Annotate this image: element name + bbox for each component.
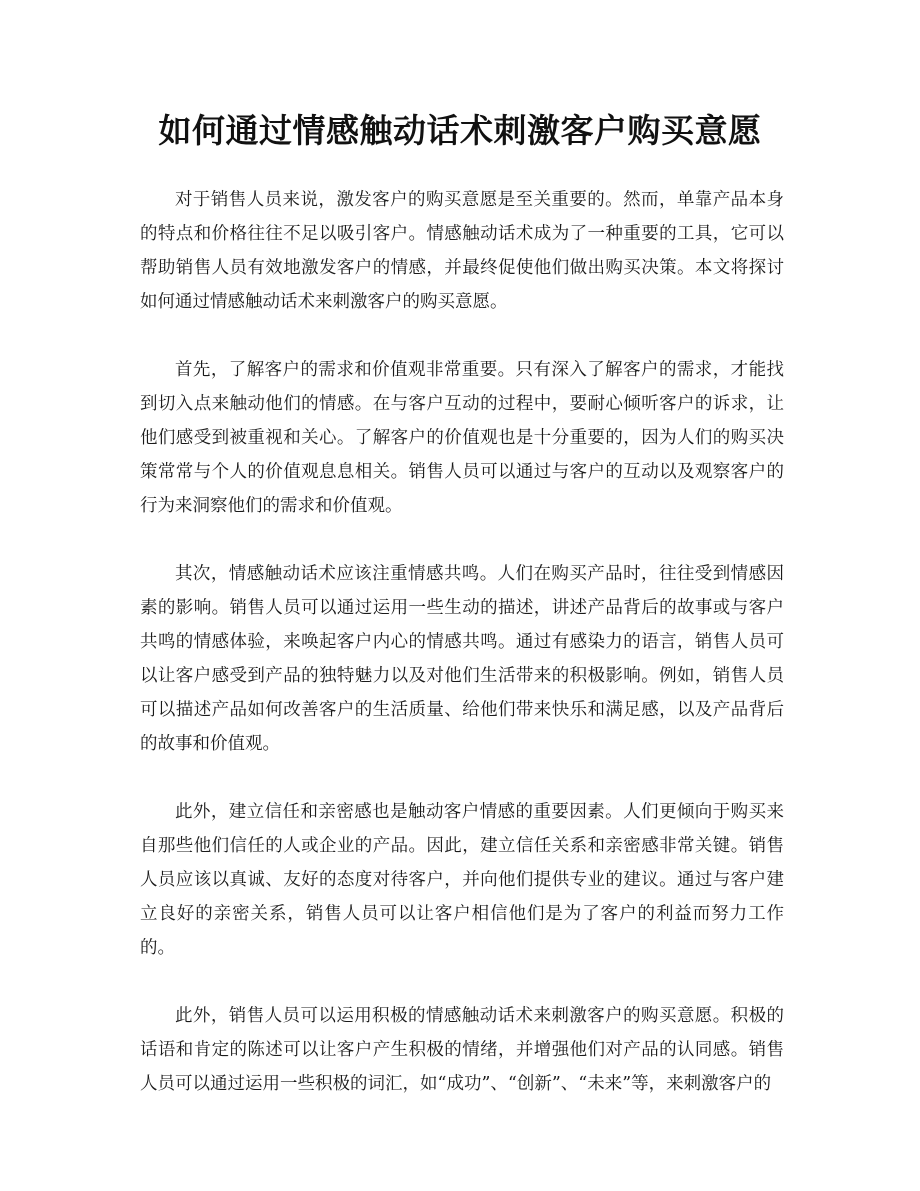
paragraph-trust: 此外，建立信任和亲密感也是触动客户情感的重要因素。人们更倾向于购买来自那些他们信任的人或企业的产品。因此，建立信任关系和亲密感非常关键。销售人员应该以真诚、友好的态度对待客户，并向他们提供专业的建议。通过与客户建立良好的亲密关系，销售人员可以让客户相信他们是为了客户的利益而努力工作的。 xyxy=(140,802,784,958)
paragraph-emotional-resonance: 其次，情感触动话术应该注重情感共鸣。人们在购买产品时，往往受到情感因素的影响。销售人员可以通过运用一些生动的描述，讲述产品背后的故事或与客户共鸣的情感体验，来唤起客户内心的情感共鸣。通过有感染力的语言，销售人员可以让客户感受到产品的独特魅力以及对他们生活带来的积极影响。例如，销售人员可以描述产品如何改善客户的生活质量、给他们带来快乐和满足感，以及产品背后的故事和价值观。 xyxy=(140,564,784,754)
paragraph-positive-language: 此外，销售人员可以运用积极的情感触动话术来刺激客户的购买意愿。积极的话语和肯定的陈述可以让客户产生积极的情绪，并增强他们对产品的认同感。销售人员可以通过运用一些积极的词汇，如“成功”、“创新”、“未来”等，来刺激客户的 xyxy=(140,1006,784,1094)
document-title: 如何通过情感触动话术刺激客户购买意愿 xyxy=(158,111,762,150)
document-body xyxy=(140,183,784,1101)
paragraph-needs-values: 首先，了解客户的需求和价值观非常重要。只有深入了解客户的需求，才能找到切入点来触动他们的情感。在与客户互动的过程中，要耐心倾听客户的诉求，让他们感受到被重视和关心。了解客户的价值观也是十分重要的，因为人们的购买决策常常与个人的价值观息息相关。销售人员可以通过与客户的互动以及观察客户的行为来洞察他们的需求和价值观。 xyxy=(140,360,784,516)
paragraph-intro: 对于销售人员来说，激发客户的购买意愿是至关重要的。然而，单靠产品本身的特点和价格往往不足以吸引客户。情感触动话术成为了一种重要的工具，它可以帮助销售人员有效地激发客户的情感，并最终促使他们做出购买决策。本文将探讨如何通过情感触动话术来刺激客户的购买意愿。 xyxy=(140,190,784,312)
